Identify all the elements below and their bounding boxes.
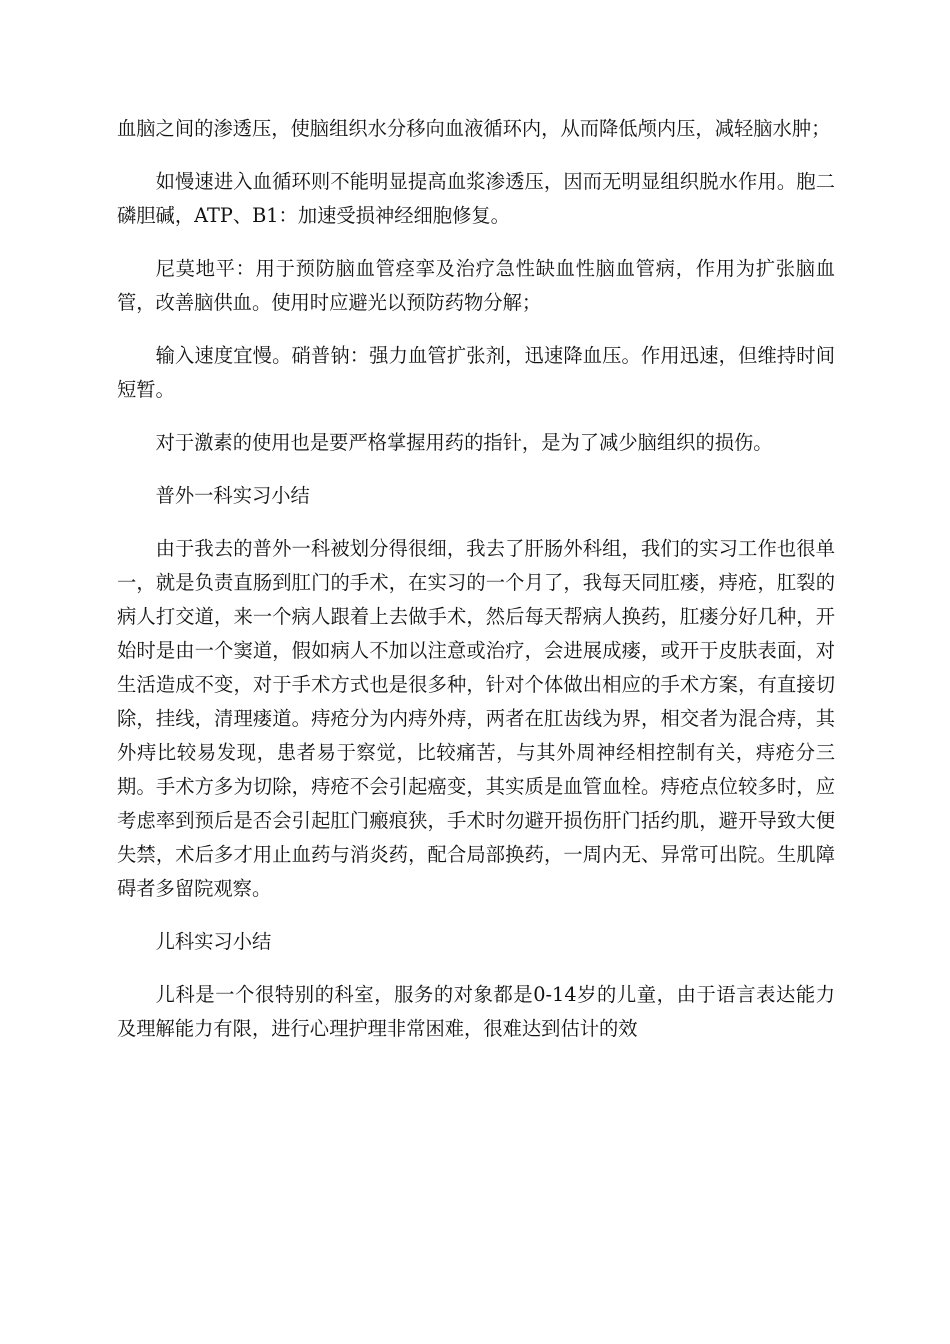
paragraph-dehydration: 如慢速进入血循环则不能明显提高血浆渗透压，因而无明显组织脱水作用。胞二磷胆碱，ATP、B1：加速受损神经细胞修复。 bbox=[117, 170, 835, 227]
section-heading-general-surgery: 普外一科实习小结 bbox=[155, 484, 310, 507]
section-heading-pediatrics: 儿科实习小结 bbox=[155, 930, 272, 953]
paragraph-hormones: 对于激素的使用也是要严格掌握用药的指针，是为了减少脑组织的损伤。 bbox=[155, 431, 773, 454]
document-page bbox=[117, 112, 835, 1065]
paragraph-nimodipine: 尼莫地平：用于预防脑血管痉挛及治疗急性缺血性脑血管病，作用为扩张脑血管，改善脑供血。使用时应避光以预防药物分解； bbox=[117, 257, 835, 314]
paragraph-nitroprusside: 输入速度宜慢。硝普钠：强力血管扩张剂，迅速降血压。作用迅速，但维持时间短暂。 bbox=[117, 344, 835, 401]
paragraph-continuation: 血脑之间的渗透压，使脑组织水分移向血液循环内，从而降低颅内压，减轻脑水肿； bbox=[117, 117, 831, 140]
paragraph-pediatrics: 儿科是一个很特别的科室，服务的对象都是0-14岁的儿童，由于语言表达能力及理解能力有限，进行心理护理非常困难，很难达到估计的效 bbox=[117, 983, 835, 1040]
paragraph-general-surgery: 由于我去的普外一科被划分得很细，我去了肝肠外科组，我们的实习工作也很单一，就是负责直肠到肛门的手术，在实习的一个月了，我每天同肛瘘，痔疮，肛裂的病人打交道，来一个病人跟着上去做手术，然后每天帮病人换药，肛瘘分好几种，开始时是由一个窦道，假如病人不加以注意或治疗，会进展成瘘，或开于皮肤表面，对生活造成不变，对于手术方式也是很多种，针对个体做出相应的手术方案，有直接切除，挂线，清理瘘道。痔疮分为内痔外痔，两者在肛齿线为界，相交者为混合痔，其外痔比较易发现，患者易于察觉，比较痛苦，与其外周神经相控制有关，痔疮分三期。手术方多为切除，痔疮不会引起癌变，其实质是血管血栓。痔疮点位较多时，应考虑率到预后是否会引起肛门瘢痕狭，手术时勿避开损伤肝门括约肌，避开导致大便失禁，术后多才用止血药与消炎药，配合局部换药，一周内无、异常可出院。生肌障碍者多留院观察。 bbox=[117, 537, 835, 900]
